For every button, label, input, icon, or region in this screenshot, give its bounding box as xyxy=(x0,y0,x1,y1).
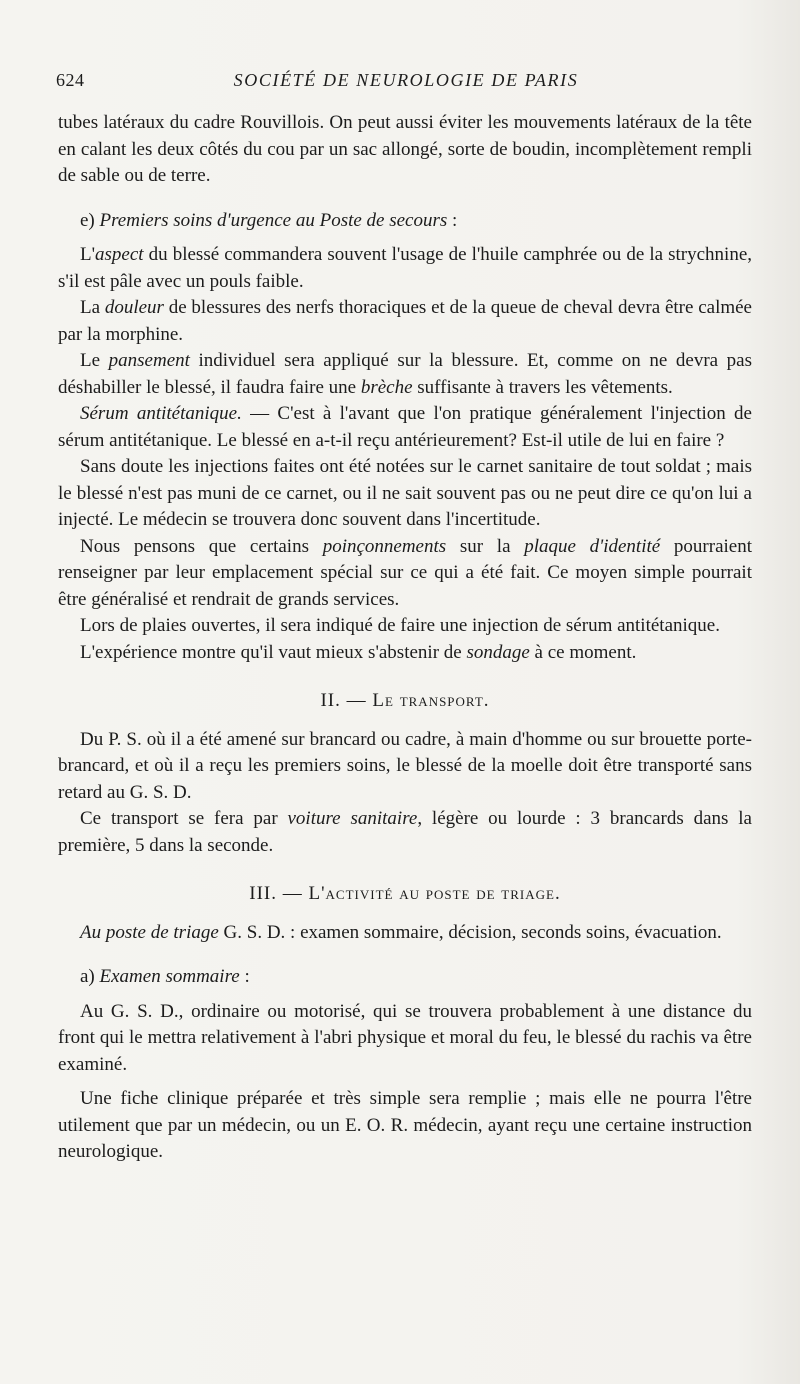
section-colon: : xyxy=(244,966,250,987)
text-run: L'expérience montre qu'il vaut mieux s'abstenir de xyxy=(80,641,467,663)
page-number: 624 xyxy=(56,70,85,90)
text-run: du blessé commandera souvent l'usage de l'huile camphrée ou de la strychnine, s'il est pâle avec un pouls faible. xyxy=(58,244,752,292)
paragraph-douleur xyxy=(58,295,752,348)
page-header xyxy=(56,70,756,98)
paragraph-nous-pensons xyxy=(58,534,752,614)
emphasis: Au poste de triage xyxy=(80,921,219,943)
text-run: individuel sera appliqué sur la blessure. Et, comme on ne devra pas déshabiller le blessé, il faudra faire une xyxy=(58,350,753,398)
emphasis: sondage xyxy=(466,641,530,663)
body-text xyxy=(58,110,752,1166)
paragraph-sans-doute: Sans doute les injections faites ont été notées sur le carnet sanitaire de tout soldat ; mais le blessé n'est pas muni de ce carnet, ou il ne sait souvent pas ou ne peut dire ce qu'on lui a injecté. Le médecin se trouvera donc souvent dans l'incertitude. xyxy=(58,456,752,530)
section-label: e) xyxy=(80,209,95,231)
emphasis: voiture sanitaire xyxy=(287,808,418,829)
emphasis: aspect xyxy=(95,244,144,265)
emphasis: brèche xyxy=(360,376,413,398)
text-run: G. S. D. : examen sommaire, décision, seconds soins, évacuation. xyxy=(218,921,722,943)
paragraph-pansement xyxy=(58,348,752,401)
emphasis: pansement xyxy=(108,350,190,371)
section-title: Premiers soins d'urgence au Poste de secours xyxy=(99,209,448,231)
section-title: Examen sommaire xyxy=(99,966,240,987)
text-run: La xyxy=(80,297,105,318)
emphasis: poinçonnements xyxy=(322,535,447,557)
section-number: III. — xyxy=(249,883,309,904)
text-run: Ce transport se fera par xyxy=(80,808,288,829)
paragraph-aspect xyxy=(58,242,752,295)
section-heading-ii xyxy=(58,688,752,715)
paragraph: tubes latéraux du cadre Rouvillois. On peut aussi éviter les mouvements latéraux de la tête en calant les deux côtés du cou par un sac allongé, sorte de boudin, incomplètement rempli de sable ou de terre. xyxy=(58,112,752,186)
paragraph-au-gsd: Au G. S. D., ordinaire ou motorisé, qui se trouvera probablement à une distance du front qui le mettra relativement à l'abri physique et moral du feu, le blessé du rachis va être examiné. xyxy=(58,1000,752,1075)
text-run: Nous pensons que certains xyxy=(80,535,323,557)
text-run: pourraient renseigner par leur emplacement spécial sur ce qui a été fait. Ce moyen simple pourrait être généralisé et rendrait de grands services. xyxy=(58,535,752,610)
paragraph-du-ps: Du P. S. où il a été amené sur brancard ou cadre, à main d'homme ou sur brouette porte-brancard, et où il a reçu les premiers soins, le blessé de la moelle doit être transporté sans retard au G. S. D. xyxy=(58,728,752,803)
emphasis: plaque d'identité xyxy=(524,535,661,557)
paragraph-ce-transport xyxy=(58,806,752,859)
paragraph-au-poste xyxy=(58,920,752,947)
section-heading-iii xyxy=(58,881,752,908)
paragraph-fiche: Une fiche clinique préparée et très simple sera remplie ; mais elle ne pourra l'être utilement que par un médecin, ou un E. O. R. médecin, ayant reçu une certaine instruction neurologique. xyxy=(58,1088,752,1162)
text-run: sur la xyxy=(446,535,525,557)
section-colon: : xyxy=(452,209,458,231)
emphasis: douleur xyxy=(104,297,164,318)
text-run: Le xyxy=(80,350,109,371)
running-title: SOCIÉTÉ DE NEUROLOGIE DE PARIS xyxy=(233,70,579,90)
text-run: à ce moment. xyxy=(529,641,637,663)
paragraph-lors: Lors de plaies ouvertes, il sera indiqué de faire une injection de sérum antitétanique. xyxy=(80,615,720,636)
section-heading-e xyxy=(58,208,752,235)
paragraph-experience xyxy=(58,640,752,667)
section-label: a) xyxy=(80,966,95,987)
text-run: suffisante à travers les vêtements. xyxy=(412,376,673,398)
text-run: L' xyxy=(80,244,96,265)
text-run: — C'est à l'avant que l'on pratique généralement l'injection de sérum antitétanique. Le blessé en a-t-il reçu antérieurement? Est-il utile de lui en faire ? xyxy=(58,403,752,451)
section-heading-a xyxy=(58,964,752,991)
text-run: , légère ou lourde : 3 brancards dans la première, 5 dans la seconde. xyxy=(58,808,752,856)
section-number: II. — xyxy=(320,690,373,711)
section-title: Le transport. xyxy=(372,690,490,711)
paragraph-serum xyxy=(58,401,752,454)
emphasis: Sérum antitétanique. xyxy=(80,403,242,424)
text-run: de blessures des nerfs thoraciques et de la queue de cheval devra être calmée par la morphine. xyxy=(58,297,752,345)
section-title: L'activité au poste de triage. xyxy=(308,883,561,904)
